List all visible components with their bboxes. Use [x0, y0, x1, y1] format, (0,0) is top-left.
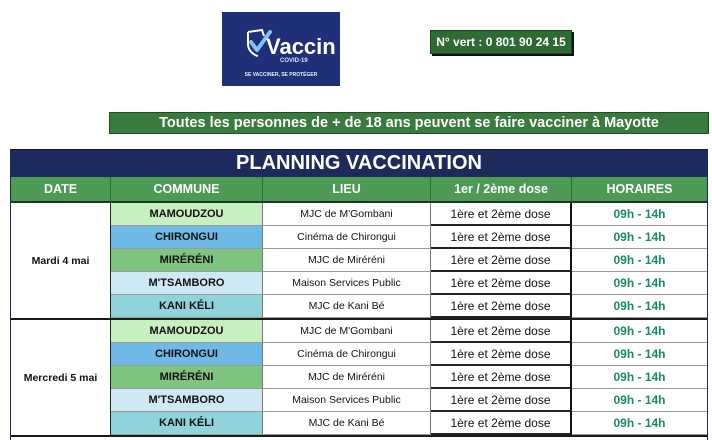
dose-cell: 1ère et 2ème dose [431, 343, 572, 366]
horaires-cell: 09h - 14h [572, 203, 707, 226]
dose-cell: 1ère et 2ème dose [431, 389, 572, 412]
day-group [11, 320, 707, 437]
dose-cell: 1ère et 2ème dose [431, 295, 572, 318]
logo-subtitle: COVID-19 [280, 58, 308, 64]
lieu-cell: Maison Services Public [263, 389, 431, 412]
dose-cell: 1ère et 2ème dose [431, 412, 572, 435]
column-header-dose: 1er / 2ème dose [431, 177, 572, 203]
horaires-cell: 09h - 14h [572, 320, 707, 343]
table-header [11, 177, 707, 203]
horaires-cell: 09h - 14h [572, 366, 707, 389]
column-header-lieu: LIEU [263, 177, 431, 203]
lieu-cell: MJC de Miréréni [263, 249, 431, 272]
horaires-cell: 09h - 14h [572, 249, 707, 272]
horaires-cell: 09h - 14h [572, 412, 707, 435]
commune-cell: MIRÉRÉNI [111, 249, 263, 272]
lieu-cell: Cinéma de Chirongui [263, 343, 431, 366]
column-header-horaires: HORAIRES [572, 177, 707, 203]
dose-cell: 1ère et 2ème dose [431, 320, 572, 343]
commune-cell: CHIRONGUI [111, 343, 263, 366]
commune-cell: MAMOUDZOU [111, 320, 263, 343]
phone-number-badge: N° vert : 0 801 90 24 15 [430, 30, 572, 54]
lieu-cell: MJC de M'Gombani [263, 203, 431, 226]
table-body [11, 203, 707, 437]
column-header-commune: COMMUNE [111, 177, 263, 203]
lieu-cell: MJC de Kani Bé [263, 412, 431, 435]
commune-cell: M'TSAMBORO [111, 389, 263, 412]
lieu-cell: Cinéma de Chirongui [263, 226, 431, 249]
dose-cell: 1ère et 2ème dose [431, 226, 572, 249]
planning-table [10, 149, 708, 440]
horaires-cell: 09h - 14h [572, 389, 707, 412]
commune-cell: MAMOUDZOU [111, 203, 263, 226]
lieu-cell: MJC de M'Gombani [263, 320, 431, 343]
eligibility-banner: Toutes les personnes de + de 18 ans peuvent se faire vacciner à Mayotte [109, 112, 709, 134]
date-cell: Mardi 4 mai [11, 203, 111, 318]
horaires-cell: 09h - 14h [572, 226, 707, 249]
commune-cell: M'TSAMBORO [111, 272, 263, 295]
lieu-cell: MJC de Kani Bé [263, 295, 431, 318]
horaires-cell: 09h - 14h [572, 295, 707, 318]
horaires-cell: 09h - 14h [572, 343, 707, 366]
vaccin-logo [222, 12, 340, 86]
lieu-cell: MJC de Miréréni [263, 366, 431, 389]
logo-tagline: SE VACCINER, SE PROTÉGER [244, 72, 318, 78]
dose-cell: 1ère et 2ème dose [431, 272, 572, 295]
column-header-date: DATE [11, 177, 111, 203]
logo-brand: Vaccin [266, 34, 336, 59]
lieu-cell: Maison Services Public [263, 272, 431, 295]
table-title: PLANNING VACCINATION [11, 149, 707, 177]
commune-cell: KANI KÉLI [111, 295, 263, 318]
commune-cell: KANI KÉLI [111, 412, 263, 435]
dose-cell: 1ère et 2ème dose [431, 249, 572, 272]
day-group [11, 203, 707, 320]
date-cell: Mercredi 5 mai [11, 320, 111, 435]
commune-cell: MIRÉRÉNI [111, 366, 263, 389]
horaires-cell: 09h - 14h [572, 272, 707, 295]
dose-cell: 1ère et 2ème dose [431, 203, 572, 226]
dose-cell: 1ère et 2ème dose [431, 366, 572, 389]
commune-cell: CHIRONGUI [111, 226, 263, 249]
